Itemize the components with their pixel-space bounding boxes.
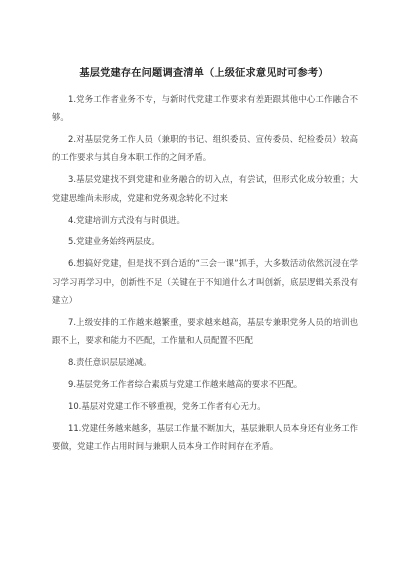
list-item: 11.党建任务越来越多，基层工作量不断加大，基层兼职人员本身还有业务工作要做，党建工作占用时间与兼职人员本身工作时间存在矛盾。 — [52, 422, 358, 451]
document-title: 基层党建存在问题调查清单（上级征求意见时可参考） — [79, 67, 329, 79]
list-item: 4.党建培训方式没有与时俱进。 — [68, 214, 185, 225]
list-item: 8.责任意识层层递减。 — [68, 357, 152, 368]
list-item: 1.党务工作者业务不专，与新时代党建工作要求有差距跟其他中心工作融合不够。 — [52, 94, 358, 123]
list-item: 9.基层党务工作者综合素质与党建工作越来越高的要求不匹配。 — [68, 378, 303, 389]
document-body — [52, 90, 358, 459]
list-item: 3.基层党建找不到党建和业务融合的切入点，有尝试，但形式化成分较重；大党建思维尚未形成，党建和党务观念转化不过来 — [52, 174, 358, 203]
list-item: 2.对基层党务工作人员（兼职的书记、组织委员、宣传委员、纪检委员）较高的工作要求与其自身本职工作的之间矛盾。 — [52, 134, 358, 163]
list-item: 10.基层对党建工作不够重视，党务工作者有心无力。 — [68, 400, 266, 411]
list-item: 7.上级安排的工作越来越繁重，要求越来越高，基层专兼职党务人员的培训也跟不上，要求和能力不匹配，工作量和人员配置不匹配 — [52, 316, 358, 346]
list-item: 5.党建业务始终两层皮。 — [68, 236, 160, 247]
list-item: 6.想搞好党建，但是找不到合适的“三会一课”抓手，大多数活动依然沉浸在学习学习再学习中，创新性不足（关键在于不知道什么才叫创新，底层逻辑关系没有建立） — [52, 258, 358, 305]
